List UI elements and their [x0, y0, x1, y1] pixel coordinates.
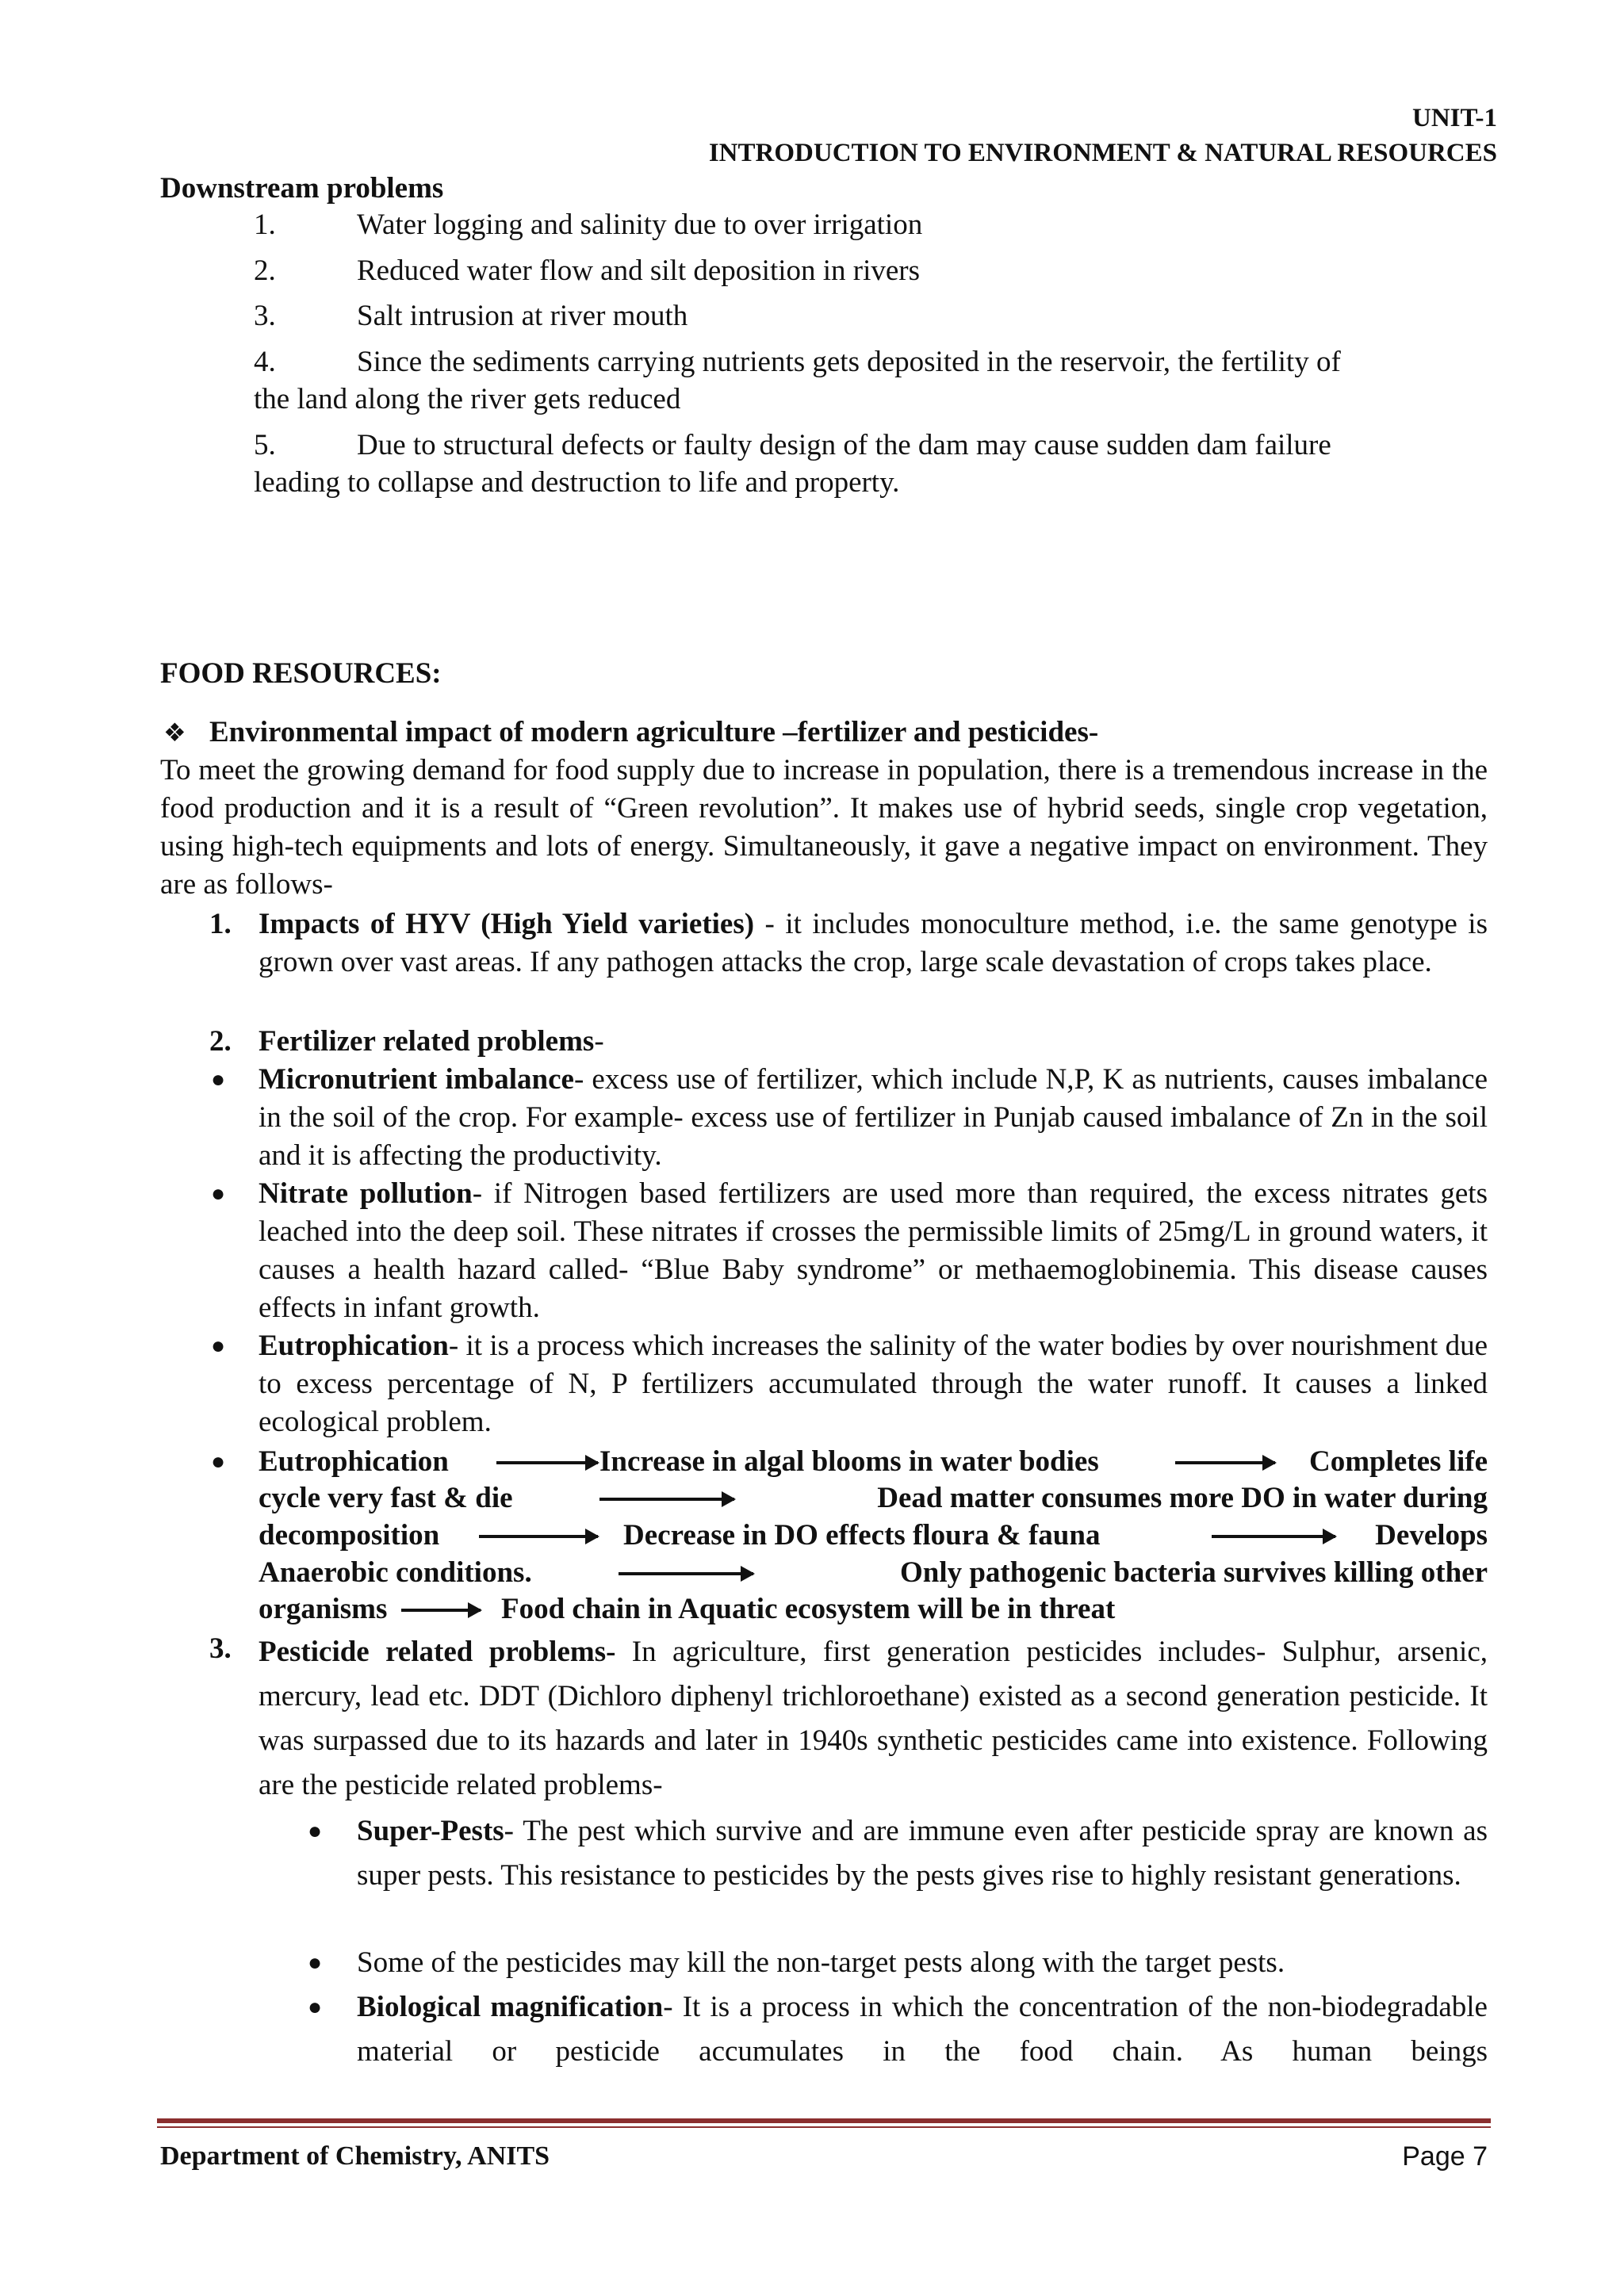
non-target-paragraph: Some of the pesticides may kill the non-target pests along with the target pests. — [357, 1946, 1285, 1979]
chain-step: Dead matter consumes more DO in water during — [877, 1482, 1488, 1514]
downstream-item-text: Reduced water flow and silt deposition in rivers — [357, 254, 921, 287]
downstream-item-number: 5. — [254, 429, 276, 461]
nitrate-paragraph — [259, 1175, 1488, 1327]
bullet-icon: ● — [308, 1950, 323, 1976]
bullet-term: Super-Pests — [357, 1815, 504, 1847]
bullet-text: - It is a process in which the concentration of the non-biodegradable material or pesticide accumulates in the food chain. As human beings — [357, 1991, 1488, 2068]
fertilizer-term: Fertilizer related problems — [259, 1025, 595, 1058]
arrow-right-icon — [496, 1461, 598, 1464]
hyv-text: - it includes monoculture method, i.e. the same genotype is grown over vast areas. If any pathogen attacks the crop, large scale devastation of crops takes place. — [259, 908, 1488, 978]
chain-step: Completes life — [1308, 1445, 1488, 1478]
bullet-text: - excess use of fertilizer, which include N,P, K as nutrients, causes imbalance in the soil of the crop. For example- excess use of fertilizer in Punjab caused imbalance of Zn in the soil and it is affecting the productivity. — [259, 1063, 1488, 1172]
diamond-bullet-icon: ❖ — [163, 718, 186, 747]
bullet-icon: ● — [211, 1333, 226, 1359]
list-number: 3. — [209, 1632, 232, 1665]
downstream-item-text: Since the sediments carrying nutrients gets deposited in the reservoir, the fertility of — [357, 346, 1341, 378]
downstream-item-number: 3. — [254, 300, 276, 332]
pesticide-text: In agriculture, first generation pesticides includes- Sulphur, arsenic, mercury, lead etc. DDT (Dichloro diphenyl trichloroethane) existed as a second generation pesticide. It was surpassed due to its hazards and later in 1940s synthetic pesticides came into existence. Following are the pesticide related problems- — [259, 1636, 1488, 1801]
list-number: 2. — [209, 1025, 232, 1058]
fertilizer-heading — [259, 1023, 604, 1061]
arrow-right-icon — [619, 1572, 753, 1575]
pesticide-term: Pesticide related problems- — [259, 1636, 616, 1668]
chain-step: Develops — [1375, 1519, 1488, 1552]
list-number: 1. — [209, 908, 232, 940]
bullet-text: - if Nitrogen based fertilizers are used more than required, the excess nitrates gets leached into the deep soil. These nitrates if crosses the permissible limits of 25mg/L in ground waters, it causes a health hazard called- “Blue Baby syndrome” or methaemoglobinemia. This disease causes effects in infant growth. — [259, 1177, 1488, 1324]
downstream-item-text: Due to structural defects or faulty design of the dam may cause sudden dam failure — [357, 429, 1331, 461]
chain-step: Eutrophication — [259, 1445, 449, 1478]
bullet-term: Biological magnification — [357, 1991, 664, 2023]
bullet-term: Micronutrient imbalance — [259, 1063, 574, 1096]
downstream-item-number: 2. — [254, 254, 276, 287]
chain-step: Food chain in Aquatic ecosystem will be in threat — [501, 1593, 1116, 1625]
intro-paragraph: To meet the growing demand for food supply due to increase in population, there is a tremendous increase in the food production and it is a result of “Green revolution”. It makes use of hybrid seeds, single crop vegetation, using high-tech equipments and lots of energy. Simultaneously, it gave a negative impact on environment. They are as follows- — [160, 754, 1488, 901]
bullet-icon: ● — [211, 1181, 226, 1207]
chain-step: Decrease in DO effects floura & fauna — [623, 1519, 1101, 1552]
downstream-item-text-cont: leading to collapse and destruction to life and property. — [254, 466, 900, 499]
bullet-term: Eutrophication — [259, 1330, 449, 1362]
downstream-item-text: Water logging and salinity due to over irrigation — [357, 209, 923, 241]
arrow-right-icon — [479, 1535, 598, 1538]
downstream-item-number: 4. — [254, 346, 276, 378]
arrow-right-icon — [401, 1609, 481, 1612]
arrow-right-icon — [599, 1498, 734, 1501]
bullet-term: Nitrate pollution — [259, 1177, 473, 1210]
footer-page-number: Page 7 — [1402, 2141, 1488, 2172]
biomagnification-paragraph — [357, 1985, 1488, 2074]
footer-rule-thin — [157, 2126, 1491, 2128]
chain-step: Increase in algal blooms in water bodies — [599, 1445, 1099, 1478]
section-subheading: Environmental impact of modern agriculture –fertilizer and pesticides- — [209, 716, 1099, 748]
footer-department: Department of Chemistry, ANITS — [160, 2141, 550, 2171]
bullet-icon: ● — [211, 1448, 226, 1475]
micronutrient-paragraph — [259, 1061, 1488, 1175]
pesticide-paragraph — [259, 1630, 1488, 1808]
bullet-icon: ● — [211, 1066, 226, 1093]
fertilizer-dash: - — [594, 1025, 604, 1058]
super-pests-paragraph — [357, 1809, 1488, 1898]
chain-step: cycle very fast & die — [259, 1482, 513, 1514]
bullet-icon: ● — [308, 1818, 323, 1844]
eutrophication-paragraph — [259, 1327, 1488, 1441]
bullet-text: - The pest which survive and are immune even after pesticide spray are known as super pests. This resistance to pesticides by the pests gives rise to highly resistant generations. — [357, 1815, 1488, 1892]
hyv-term: Impacts of HYV (High Yield varieties) — [259, 908, 755, 940]
chain-step: Anaerobic conditions. — [259, 1556, 532, 1589]
chain-step: organisms — [259, 1593, 388, 1625]
downstream-item-text-cont: the land along the river gets reduced — [254, 383, 681, 415]
unit-label: UNIT-1 — [1412, 104, 1497, 132]
downstream-item-text: Salt intrusion at river mouth — [357, 300, 688, 332]
footer-rule — [157, 2118, 1491, 2123]
food-resources-heading: FOOD RESOURCES: — [160, 657, 442, 690]
hyv-paragraph — [259, 905, 1488, 982]
bullet-text: - it is a process which increases the salinity of the water bodies by over nourishment due to excess percentage of N, P fertilizers accumulated through the water runoff. It causes a linked ecological problem. — [259, 1330, 1488, 1438]
page-header-title: INTRODUCTION TO ENVIRONMENT & NATURAL RESOURCES — [708, 139, 1497, 167]
arrow-right-icon — [1175, 1461, 1275, 1464]
chain-step: Only pathogenic bacteria survives killing other — [899, 1556, 1488, 1589]
downstream-item-number: 1. — [254, 209, 276, 241]
downstream-heading: Downstream problems — [160, 172, 444, 205]
arrow-right-icon — [1212, 1535, 1335, 1538]
chain-step: decomposition — [259, 1519, 440, 1552]
bullet-icon: ● — [308, 1994, 323, 2020]
